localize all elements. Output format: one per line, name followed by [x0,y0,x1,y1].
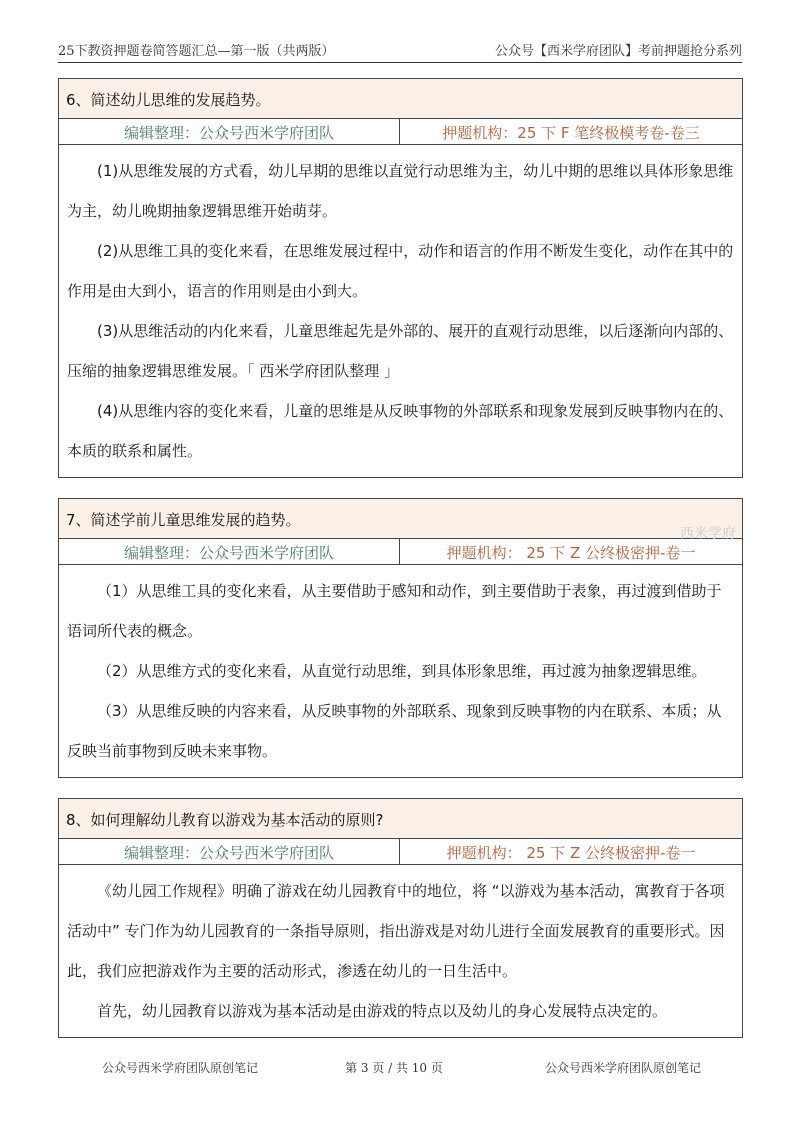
editor-credit: 编辑整理：公众号西米学府团队 [59,539,400,564]
answer-paragraph: （3）从思维反映的内容来看，从反映事物的外部联系、现象到反映事物的内在联系、本质；从反映当前事物到反映未来事物。 [67,702,722,760]
answer-body [59,565,742,777]
watermark-text: 西米学府 [680,526,736,542]
question-box-7 [58,498,743,778]
answer-paragraph: (1)从思维发展的方式看，幼儿早期的思维以直觉行动思维为主，幼儿中期的思维以具体形象思维为主，幼儿晚期抽象逻辑思维开始萌芽。 [67,162,734,220]
page-header [58,36,742,63]
question-title: 7、简述学前儿童思维发展的趋势。 [59,499,742,539]
editor-credit: 编辑整理：公众号西米学府团队 [59,119,400,144]
source-credit: 押题机构： 25 下 Z 公终极密押-卷一 [446,844,696,862]
question-box-8 [58,798,743,1038]
source-credit: 押题机构： 25 下 Z 公终极密押-卷一 [446,544,696,562]
footer-left-text: 公众号西米学府团队原创笔记 [102,1061,259,1075]
question-title: 8、如何理解幼儿教育以游戏为基本活动的原则? [59,799,742,839]
answer-paragraph: （1）从思维工具的变化来看，从主要借助于感知和动作，到主要借助于表象，再过渡到借助于语词所代表的概念。 [67,582,722,640]
answer-paragraph: 《幼儿园工作规程》明确了游戏在幼儿园教育中的地位，将 “以游戏为基本活动，寓教育于各项活动中” 专门作为幼儿园教育的一条指导原则，指出游戏是对幼儿进行全面发展教育的重要形式。因此，我们应把游戏作为主要的活动形式，渗透在幼儿的一日生活中。 [67,882,725,980]
source-credit: 押题机构：25 下 F 笔终极模考卷-卷三 [442,124,700,142]
question-meta [59,539,742,565]
footer-right-text: 公众号西米学府团队原创笔记 [545,1061,702,1075]
answer-paragraph: 首先，幼儿园教育以游戏为基本活动是由游戏的特点以及幼儿的身心发展特点决定的。 [97,1002,668,1020]
header-right-text: 公众号【西米学府团队】考前押题抢分系列 [494,44,742,59]
editor-credit: 编辑整理：公众号西米学府团队 [59,839,400,864]
answer-paragraph: （2）从思维方式的变化来看，从直觉行动思维，到具体形象思维，再过渡为抽象逻辑思维。 [97,662,707,680]
page-footer [0,1059,800,1079]
question-title: 6、简述幼儿思维的发展趋势。 [59,79,742,119]
question-meta [59,839,742,865]
answer-paragraph: (2)从思维工具的变化来看，在思维发展过程中，动作和语言的作用不断发生变化，动作在其中的作用是由大到小，语言的作用则是由小到大。 [67,242,734,300]
page-number: 第 3 页 / 共 10 页 [345,1061,443,1075]
header-left-text: 25下教资押题卷简答题汇总—第一版（共两版） [58,44,335,59]
answer-paragraph: (3)从思维活动的内化来看，儿童思维起先是外部的、展开的直观行动思维，以后逐渐向内部的、压缩的抽象逻辑思维发展。「 西米学府团队整理 」 [67,322,734,380]
question-meta [59,119,742,145]
question-box-6 [58,78,743,478]
answer-body [59,865,742,1037]
answer-body [59,145,742,477]
answer-paragraph: (4)从思维内容的变化来看，儿童的思维是从反映事物的外部联系和现象发展到反映事物内在的、本质的联系和属性。 [67,402,734,460]
